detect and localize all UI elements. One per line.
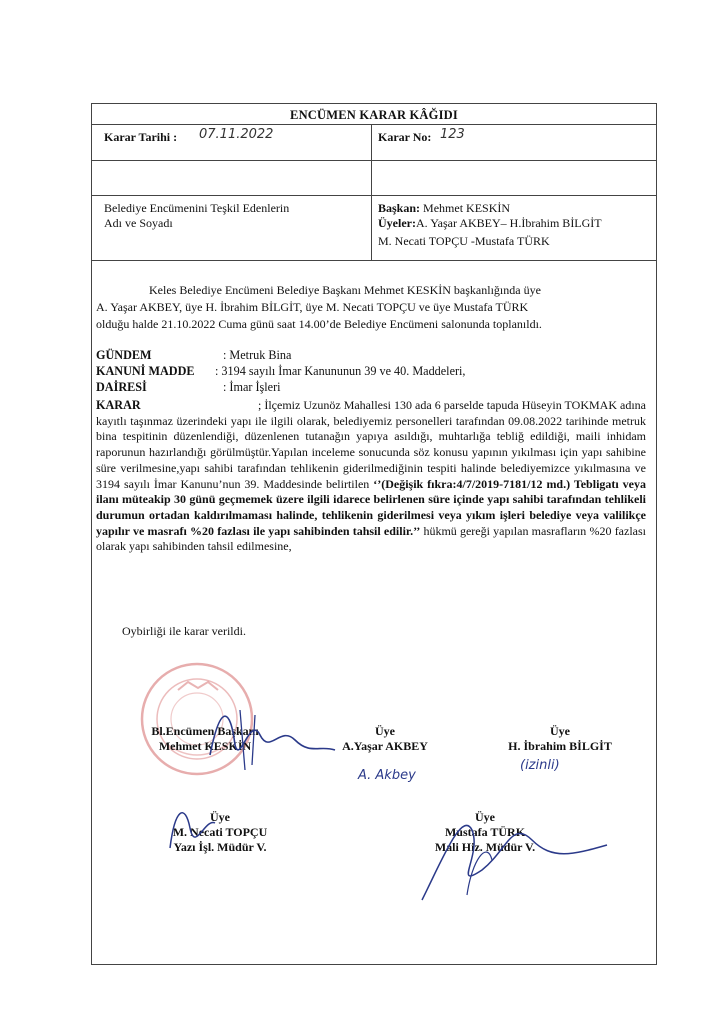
signature-bilgit-name: H. İbrahim BİLGİT bbox=[508, 739, 612, 753]
karar-tarihi-value: 07.11.2022 bbox=[199, 127, 274, 142]
dairesi-value: : İmar İşleri bbox=[223, 380, 281, 394]
uyeler-line1: A. Yaşar AKBEY– H.İbrahim BİLGİT bbox=[415, 216, 602, 230]
uyeler-label: Üyeler: bbox=[378, 216, 416, 230]
signature-turk-role: Mali Hiz. Müdür V. bbox=[434, 840, 536, 854]
encumen-label-line1: Belediye Encümenini Teşkil Edenlerin bbox=[104, 201, 290, 215]
dairesi-label: DAİRESİ bbox=[96, 380, 147, 394]
gundem-label: GÜNDEM bbox=[96, 348, 152, 362]
signature-akbey-title: Üye bbox=[375, 724, 395, 738]
signature-akbey-name: A.Yaşar AKBEY bbox=[342, 739, 428, 753]
signature-turk-name: Mustafa TÜRK bbox=[444, 825, 526, 839]
table-top-rule bbox=[91, 124, 657, 125]
signature-baskan-title: Bl.Encümen Başkanı bbox=[151, 724, 259, 738]
table-bottom-rule bbox=[91, 260, 657, 261]
karar-text-part3: hükmü gereği yapılan masrafların %20 fazlası olarak yapı sahibinden tahsil edilmesine, bbox=[96, 523, 647, 554]
karar-tarihi-label: Karar Tarihi : bbox=[104, 130, 178, 144]
bilgit-handwriting: (izinli) bbox=[520, 758, 560, 773]
document-title: ENCÜMEN KARAR KÂĞIDI bbox=[290, 108, 458, 122]
signature-topcu-role: Yazı İşl. Müdür V. bbox=[173, 840, 267, 854]
karar-label: KARAR bbox=[96, 398, 141, 412]
uyeler-line2: M. Necati TOPÇU -Mustafa TÜRK bbox=[378, 234, 550, 248]
intro-line2: A. Yaşar AKBEY, üye H. İbrahim BİLGİT, üye M. Necati TOPÇU ve üye Mustafa TÜRK bbox=[96, 300, 529, 314]
intro-line3: olduğu halde 21.10.2022 Cuma günü saat 14.00’de Belediye Encümeni salonunda toplanıldı. bbox=[96, 317, 542, 331]
karar-text-part1: ; İlçemiz Uzunöz Mahallesi 130 ada 6 parselde tapuda Hüseyin TOKMAK adına kayıtlı taşınmaz üzerindeki yapı ile ilgili olarak, belediyemiz personelleri tarafından 09.08.2022 tarihinde metruk bina tespitinin düzenlendiği, düzenlenen tutanağın yapıya asıldığı, muhtarlığa tebliğ edildiği, maili inhidam raporunun hazırlandığı görülmüştür.Yapılan inceleme sonucunda söz konusu yapının yıkılması için yapı sahibine süre verilmesine,yapı sahibi tarafından tehlikenin giderilmediğinin tespiti halinde belediyemizce yıkılmasına ve 3194 sayılı İmar Kanunu’nun 39. Maddesinde belirtilen bbox=[96, 398, 646, 491]
baskan-value: Mehmet KESKİN bbox=[420, 201, 511, 215]
signature-turk-title: Üye bbox=[475, 810, 495, 824]
kanuni-madde-label: KANUNİ MADDE bbox=[96, 364, 195, 378]
signature-bilgit bbox=[495, 724, 625, 754]
signature-baskan-name: Mehmet KESKİN bbox=[158, 739, 252, 753]
baskan-label: Başkan: bbox=[378, 201, 421, 215]
karar-text bbox=[96, 398, 646, 555]
table-row-rule bbox=[91, 160, 657, 161]
akbey-handwriting: A. Akbey bbox=[358, 768, 416, 783]
signature-topcu-name: M. Necati TOPÇU bbox=[172, 825, 268, 839]
karar-no-value: 123 bbox=[440, 127, 465, 142]
encumen-label-line2: Adı ve Soyadı bbox=[104, 216, 173, 230]
kanuni-madde-value: : 3194 sayılı İmar Kanununun 39 ve 40. Maddeleri, bbox=[215, 364, 466, 378]
gundem-value: : Metruk Bina bbox=[223, 348, 292, 362]
karar-no-label: Karar No: bbox=[378, 130, 432, 144]
turk-signature-mark bbox=[412, 800, 612, 910]
signature-akbey bbox=[330, 724, 440, 754]
baskan-signature-mark bbox=[200, 695, 340, 775]
karar-text-bold-quote: ‘’(Değişik fıkra:4/7/2019-7181/12 md.) Tebligatı veya ilanı müteakip 30 günü geçmemek üzere ilgili idarece belirlenen süre içinde yapı sahibi tarafından tehlikeli durumun ortadan kaldırılmaması halinde, tehlikenin giderilmesi veya yıkım işleri belediye veya valilikçe yapılır ve masrafı %20 fazlası ile yapı sahibinden tahsil edilir.’’ bbox=[96, 476, 647, 538]
baskan-row bbox=[378, 201, 510, 216]
topcu-signature-mark bbox=[160, 798, 220, 858]
table-row-rule bbox=[91, 195, 657, 196]
signature-bilgit-title: Üye bbox=[550, 724, 570, 738]
uyeler-row bbox=[378, 216, 602, 231]
closing-text: Oybirliği ile karar verildi. bbox=[122, 624, 246, 638]
signature-topcu-title: Üye bbox=[210, 810, 230, 824]
table-column-rule bbox=[371, 124, 372, 260]
intro-line1: Keles Belediye Encümeni Belediye Başkanı Mehmet KESKİN başkanlığında üye bbox=[149, 283, 541, 297]
